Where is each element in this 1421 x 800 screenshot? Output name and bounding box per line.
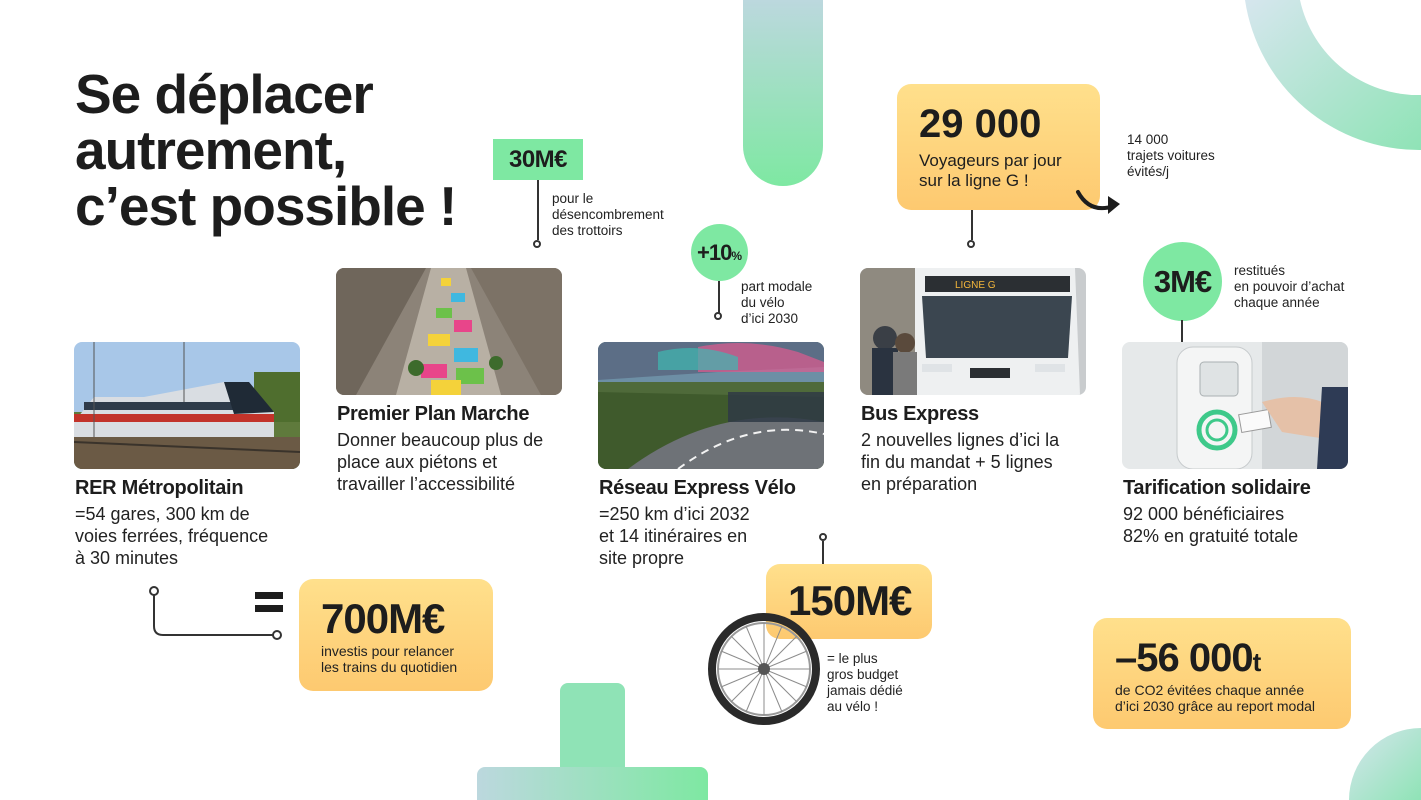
rer-budget-text: investis pour relancer les trains du quotidien: [321, 643, 458, 675]
rer-text: =54 gares, 300 km de voies ferrées, fréquence à 30 minutes: [75, 504, 269, 568]
bus-line: [971, 210, 973, 240]
rer-budget-amount: 700M€: [321, 595, 445, 642]
plan-marche-budget-badge: [493, 139, 583, 180]
decor-top-right-arc: [1245, 0, 1421, 150]
svg-text:LIGNE G: LIGNE G: [955, 280, 996, 291]
bus-ridership-amount: 29 000: [919, 102, 1042, 146]
plan-marche-budget-text: pour le désencombrement des trottoirs: [552, 191, 664, 238]
bus-dot: [967, 240, 975, 248]
title-line-3: c’est possible !: [75, 175, 457, 237]
plan-marche-line: [537, 180, 539, 240]
bus-text: 2 nouvelles lignes d’ici la fin du mandat + 5 lignes en préparation: [861, 430, 1060, 494]
bicycle-wheel-icon: [708, 613, 820, 725]
tarification-text: 92 000 bénéficiaires 82% en gratuité totale: [1123, 504, 1299, 546]
rer-train-photo: [74, 342, 300, 469]
co2-amount-unit: t: [1252, 647, 1261, 677]
velo-share-badge: [691, 224, 748, 281]
plan-marche-dot: [533, 240, 541, 248]
co2-amount-value: –56 000: [1115, 636, 1253, 680]
velo-share-text: part modale du vélo d’ici 2030: [741, 279, 813, 326]
plan-marche-text: Donner beaucoup plus de place aux piétons et travailler l’accessibilité: [337, 430, 544, 494]
title-line-1: Se déplacer: [75, 63, 373, 125]
bus-side-text: 14 000 trajets voitures évités/j: [1127, 132, 1215, 179]
ticket-validator-photo: [1122, 342, 1348, 469]
plan-marche-heading: Premier Plan Marche: [337, 403, 530, 425]
velo-budget-line: [822, 541, 824, 565]
co2-amount: [1115, 636, 1260, 681]
plan-marche-budget-amount: 30M€: [508, 145, 568, 173]
velo-share-line: [718, 281, 720, 313]
velo-heading: Réseau Express Vélo: [599, 477, 796, 499]
rer-heading: RER Métropolitain: [75, 477, 244, 499]
decor-bottom-cross-h: [477, 767, 708, 800]
tarification-badge: [1143, 242, 1222, 321]
tarification-line: [1181, 320, 1183, 342]
velo-cycle-path-photo: [598, 342, 824, 469]
velo-share-dot: [714, 312, 722, 320]
decor-bottom-right-quarter: [1349, 728, 1421, 800]
bus-express-photo: [860, 268, 1086, 395]
co2-text: de CO2 évitées chaque année d’ici 2030 grâce au report modal: [1115, 682, 1316, 714]
page-title: [75, 63, 457, 237]
bus-ridership-text: Voyageurs par jour sur la ligne G !: [919, 151, 1062, 190]
equals-sign: [255, 592, 283, 612]
title-line-2: autrement,: [75, 119, 347, 181]
tarification-heading: Tarification solidaire: [1123, 477, 1311, 499]
velo-share-value: +10: [697, 239, 732, 265]
velo-budget-dot: [819, 533, 827, 541]
velo-share-unit: %: [731, 249, 742, 263]
plan-marche-street-photo: [336, 268, 562, 395]
tarification-amount: 3M€: [1153, 263, 1212, 299]
curved-arrow-icon: [1072, 186, 1124, 220]
tarification-badge-text: restitués en pouvoir d’achat chaque année: [1234, 263, 1345, 310]
bus-ridership-card: [897, 84, 1100, 210]
co2-card: [1093, 618, 1351, 729]
decor-top-pill: [743, 0, 823, 186]
rer-budget-card: [299, 579, 493, 691]
velo-budget-amount: 150M€: [788, 577, 912, 624]
bus-heading: Bus Express: [861, 403, 979, 425]
velo-budget-text: = le plus gros budget jamais dédié au vélo !: [827, 651, 903, 714]
velo-text: =250 km d’ici 2032 et 14 itinéraires en site propre: [599, 504, 750, 568]
